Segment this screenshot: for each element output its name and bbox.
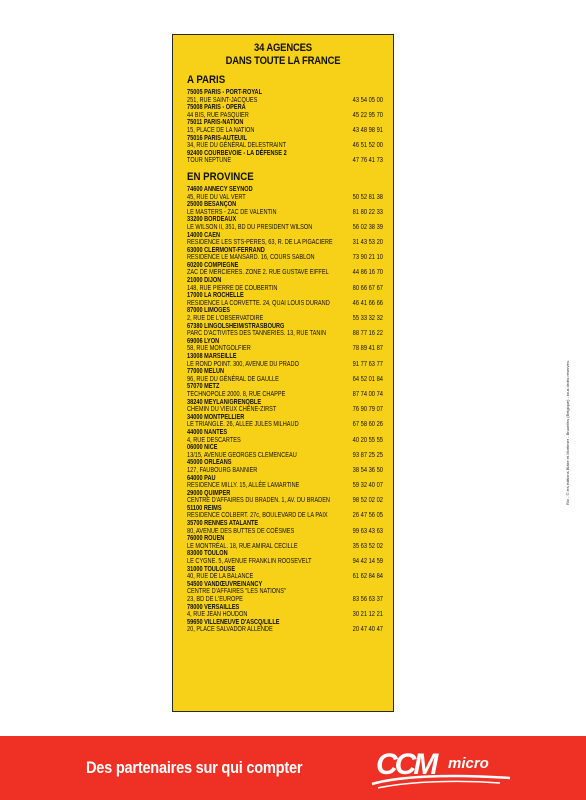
agency-city-line xyxy=(187,119,387,127)
agency-city: 06000 NICE xyxy=(187,444,218,452)
agency-city-line xyxy=(187,277,387,285)
agency-city: 17000 LA ROCHELLE xyxy=(187,292,244,300)
agency-address-2: 23, BD DE L'EUROPE xyxy=(187,596,243,603)
agency-phone: 98 52 02 02 xyxy=(352,497,383,505)
agency-city-line xyxy=(187,216,387,224)
agency-city: 59650 VILLENEUVE D'ASCQ/LILLE xyxy=(187,618,280,626)
agency-phone: 45 22 95 70 xyxy=(352,111,383,119)
agency-address-line xyxy=(187,543,387,551)
agency-address: LE MONTRÉAL. 18, RUE AMIRAL CECILLE xyxy=(187,542,298,550)
agency-city-line xyxy=(187,353,387,361)
agency-phone: 26 47 56 05 xyxy=(352,512,383,520)
agency-city-line xyxy=(187,490,387,498)
banner-tagline: Des partenaires sur qui compter xyxy=(86,758,303,777)
agency-address: CENTRE D'AFFAIRES DU BRADEN. 1, AV. DU BRADEN xyxy=(187,497,330,505)
agency-phone: 99 63 43 63 xyxy=(352,527,383,535)
agency-address: 44 BIS, RUE PASQUIER xyxy=(187,111,249,119)
agency-city-line xyxy=(187,104,387,112)
agency-phone: 46 41 66 66 xyxy=(352,299,383,307)
agency-city: 67380 LINGOLSHEIM/STRASBOURG xyxy=(187,322,285,330)
agency-entry xyxy=(187,323,387,338)
province-agency-list xyxy=(187,186,387,634)
agency-address-line xyxy=(187,421,387,429)
agency-city: 63000 CLERMONT-FERRAND xyxy=(187,246,265,254)
agency-address: PARC D'ACTIVITES DES TANNERIES. 13, RUE TANIN xyxy=(187,330,327,338)
logo-ccm-text: CCM xyxy=(376,748,436,781)
agency-city-line xyxy=(187,505,387,513)
agency-address-line xyxy=(187,626,387,634)
agency-entry xyxy=(187,292,387,307)
agency-entry xyxy=(187,307,387,322)
agency-phone: 59 32 40 07 xyxy=(352,482,383,490)
agency-address: LE CYGNE. 5, AVENUE FRANKLIN ROOSEVELT xyxy=(187,558,312,566)
agency-address-line xyxy=(187,224,387,232)
agency-city-line xyxy=(187,429,387,437)
agency-entry xyxy=(187,566,387,581)
agency-city-line xyxy=(187,535,387,543)
agency-city: 21000 DIJON xyxy=(187,277,222,285)
agency-city: 83000 TOULON xyxy=(187,550,228,558)
agency-address-line xyxy=(187,97,387,105)
agency-city-line xyxy=(187,604,387,612)
agency-city: 78000 VERSAILLES xyxy=(187,603,240,611)
agency-phone: 83 56 63 37 xyxy=(352,596,383,603)
agency-city-line xyxy=(187,201,387,209)
agency-phone: 73 90 21 10 xyxy=(352,254,383,262)
agency-city-line xyxy=(187,368,387,376)
agency-city-line xyxy=(187,459,387,467)
agencies-panel xyxy=(172,34,394,712)
agency-entry xyxy=(187,201,387,216)
agency-city: 14000 CAEN xyxy=(187,231,220,239)
agency-city-line xyxy=(187,247,387,255)
agency-address: 58, RUE MONTGOLFIER xyxy=(187,345,251,353)
agency-city-line xyxy=(187,262,387,270)
agency-entry xyxy=(187,581,387,604)
agency-address: 40, RUE DE LA BALANCE xyxy=(187,573,254,581)
agency-address-line xyxy=(187,376,387,384)
agency-phone: 20 47 40 47 xyxy=(352,626,383,634)
agency-address-line xyxy=(187,254,387,262)
agency-entry xyxy=(187,135,387,150)
agency-address-line xyxy=(187,300,387,308)
agency-phone: 38 54 36 50 xyxy=(352,466,383,474)
agency-entry xyxy=(187,353,387,368)
agency-phone: 64 52 01 84 xyxy=(352,375,383,383)
agency-city-line xyxy=(187,399,387,407)
agency-address: 148, RUE PIERRE DE COUBERTIN xyxy=(187,284,278,292)
agency-city-line xyxy=(187,550,387,558)
agency-city-line xyxy=(187,414,387,422)
agency-address-line xyxy=(187,528,387,536)
agency-address: TOUR NEPTUNE xyxy=(187,157,232,165)
agency-city: 77000 MELUN xyxy=(187,368,225,376)
agency-address-line xyxy=(187,269,387,277)
paris-heading: A PARIS xyxy=(187,74,226,86)
agency-phone: 47 76 41 73 xyxy=(352,157,383,165)
agency-address-line xyxy=(187,142,387,150)
agency-entry xyxy=(187,535,387,550)
agency-phone: 44 86 16 70 xyxy=(352,269,383,277)
agency-city: 29000 QUIMPER xyxy=(187,489,231,497)
agency-phone: 56 02 38 39 xyxy=(352,223,383,231)
agency-address: LE ROND POINT. 300, AVENUE DU PRADO xyxy=(187,360,299,368)
agency-address-line-2 xyxy=(187,596,387,604)
agency-phone: 87 74 00 74 xyxy=(352,390,383,398)
agency-phone: 67 58 60 26 xyxy=(352,421,383,429)
agency-address-line xyxy=(187,330,387,338)
agency-address: RESIDENCE LE MANSARD. 16, COURS SABLON xyxy=(187,254,315,262)
agency-city-line xyxy=(187,383,387,391)
agency-entry xyxy=(187,604,387,619)
logo-micro-text: micro xyxy=(448,755,489,772)
agency-city: 13008 MARSEILLE xyxy=(187,353,237,360)
agency-address: RESIDENCE COLBERT. 27c, BOULEVARD DE LA PAIX xyxy=(187,512,328,520)
panel-title xyxy=(188,42,377,68)
agency-address-line xyxy=(187,391,387,399)
agency-address: 15, PLACE DE LA NATION xyxy=(187,126,255,134)
agency-city-line xyxy=(187,444,387,452)
agency-entry xyxy=(187,368,387,383)
agency-address: 96, RUE DU GÉNÉRAL DE GAULLE xyxy=(187,375,279,383)
agency-address-line xyxy=(187,345,387,353)
agency-entry xyxy=(187,459,387,474)
agency-city-line xyxy=(187,89,387,97)
agency-city: 33200 BORDEAUX xyxy=(187,216,237,224)
agency-phone: 50 52 81 38 xyxy=(352,193,383,201)
agency-address-line xyxy=(187,127,387,135)
agency-entry xyxy=(187,475,387,490)
agency-city: 75011 PARIS-NATION xyxy=(187,119,244,127)
agency-entry xyxy=(187,399,387,414)
agency-city-line xyxy=(187,150,387,158)
province-heading: EN PROVINCE xyxy=(187,170,254,183)
agency-city: 54500 VANDŒUVRE/NANCY xyxy=(187,580,263,588)
agency-address-line xyxy=(187,588,387,596)
agency-entry xyxy=(187,232,387,247)
agency-city: 87000 LIMOGES xyxy=(187,307,230,315)
agency-address: 34, RUE DU GÉNÉRAL DELESTRAINT xyxy=(187,142,287,150)
side-credit-text: Rio - © les éditions Blake et Mortimer - Bruxelles (Belgique) - tous droits réservés. xyxy=(565,360,570,505)
agency-phone: 76 90 79 07 xyxy=(352,406,383,414)
agency-city: 76000 ROUEN xyxy=(187,535,225,543)
agency-entry xyxy=(187,216,387,231)
agency-city-line xyxy=(187,520,387,528)
agency-phone: 94 42 14 59 xyxy=(352,558,383,566)
agency-entry xyxy=(187,520,387,535)
agency-address-line xyxy=(187,512,387,520)
agency-address: RESIDENCE LA CORVETTE. 24, QUAI LOUIS DURAND xyxy=(187,299,330,307)
agency-city-line xyxy=(187,186,387,194)
paris-agency-list xyxy=(187,89,387,165)
agency-entry xyxy=(187,383,387,398)
ccm-micro-logo xyxy=(370,746,520,792)
agency-phone: 91 77 63 77 xyxy=(352,360,383,368)
agency-city-line xyxy=(187,292,387,300)
agency-address: RESIDENCE MILLY. 15, ALLÉE LAMARTINE xyxy=(187,482,300,490)
agency-address-line xyxy=(187,497,387,505)
agency-city: 64000 PAU xyxy=(187,474,216,482)
agency-phone: 46 51 52 00 xyxy=(352,142,383,150)
agency-phone: 31 43 53 20 xyxy=(352,239,383,247)
agency-phone: 80 66 67 67 xyxy=(352,284,383,292)
agency-city: 51100 REIMS xyxy=(187,504,222,512)
agency-entry xyxy=(187,414,387,429)
agency-address: CHEMIN DU VIEUX CHÊNE-ZIRST xyxy=(187,406,277,414)
agency-city-line xyxy=(187,307,387,315)
logo-swoosh-icon xyxy=(370,772,520,790)
agency-address: CENTRE D'AFFAIRES "LES NATIONS" xyxy=(187,588,286,596)
agency-address-line xyxy=(187,452,387,460)
agency-address: 13/15, AVENUE GEORGES CLEMENCEAU xyxy=(187,451,297,459)
agency-city-line xyxy=(187,232,387,240)
agency-address: 80, AVENUE DES BUTTES DE COËSMES xyxy=(187,527,295,535)
agency-city: 35700 RENNES ATALANTE xyxy=(187,520,259,528)
agency-city: 60200 COMPIEGNE xyxy=(187,261,239,269)
agency-phone: 78 89 41 87 xyxy=(352,345,383,353)
agency-address-line xyxy=(187,611,387,619)
agency-city-line xyxy=(187,581,387,589)
agency-address-line xyxy=(187,157,387,165)
agency-phone: 61 62 84 84 xyxy=(352,573,383,581)
agency-address-line xyxy=(187,209,387,217)
agency-city: 92400 COURBEVOIE - LA DÉFENSE 2 xyxy=(187,149,287,157)
agency-city: 34000 MONTPELLIER xyxy=(187,413,245,421)
agency-city: 75008 PARIS - OPERA xyxy=(187,104,246,112)
agency-address: LE TRIANGLE. 26, ALLEE JULES MILHAUD xyxy=(187,421,299,429)
agency-city-line xyxy=(187,135,387,143)
agency-address: RESIDENCE LES STS-PERES, 63, R. DE LA PIGACIERE xyxy=(187,239,333,247)
agency-address-line xyxy=(187,573,387,581)
agency-phone: 30 21 12 21 xyxy=(352,611,383,619)
agency-address: TECHNOPOLE 2000. 8, RUE CHAPPE xyxy=(187,390,286,398)
agency-entry xyxy=(187,444,387,459)
agency-address-line xyxy=(187,467,387,475)
agency-address: 127, FAUBOURG BANNIER xyxy=(187,466,258,474)
agency-address-line xyxy=(187,112,387,120)
agency-address: 2, RUE DE L'OBSERVATOIRE xyxy=(187,315,264,323)
agency-entry xyxy=(187,89,387,104)
agency-city: 74600 ANNECY SEYNOD xyxy=(187,185,253,193)
agency-city: 44000 NANTES xyxy=(187,428,228,436)
agency-address-line xyxy=(187,285,387,293)
agency-entry xyxy=(187,550,387,565)
agency-city-line xyxy=(187,475,387,483)
agency-city-line xyxy=(187,338,387,346)
agency-address-line xyxy=(187,558,387,566)
agency-city: 25000 BESANÇON xyxy=(187,201,237,209)
agency-address-line xyxy=(187,194,387,202)
agency-entry xyxy=(187,262,387,277)
agency-address-line xyxy=(187,406,387,414)
agency-city: 75016 PARIS-AUTEUIL xyxy=(187,134,247,142)
agency-address: LE WILSON II, 351, BD DU PRESIDENT WILSON xyxy=(187,223,313,231)
agency-entry xyxy=(187,505,387,520)
footer-banner xyxy=(0,736,586,800)
agency-entry xyxy=(187,150,387,165)
agency-phone: 81 80 22 33 xyxy=(352,208,383,216)
agency-city-line xyxy=(187,323,387,331)
agency-address-line xyxy=(187,361,387,369)
agency-city: 75005 PARIS - PORT-ROYAL xyxy=(187,89,263,96)
agency-city: 45000 ORLEANS xyxy=(187,459,232,467)
agency-address: 20, PLACE SALVADOR ALLENDE xyxy=(187,626,273,634)
agency-city-line xyxy=(187,619,387,627)
agency-city: 69006 LYON xyxy=(187,337,220,345)
agency-city: 38240 MEYLAN/GRENOBLE xyxy=(187,398,262,406)
agency-address-line xyxy=(187,239,387,247)
agency-address: 4, RUE DESCARTES xyxy=(187,436,241,444)
agency-city-line xyxy=(187,566,387,574)
agency-phone: 40 20 55 55 xyxy=(352,436,383,444)
agency-address-line xyxy=(187,437,387,445)
agency-phone: 88 77 16 22 xyxy=(352,330,383,338)
agency-phone: 43 48 98 91 xyxy=(352,126,383,134)
agency-entry xyxy=(187,429,387,444)
agency-phone: 93 87 25 25 xyxy=(352,451,383,459)
agency-phone: 55 33 32 32 xyxy=(352,315,383,323)
agency-address: 45, RUE DU VAL VERT xyxy=(187,193,246,201)
agency-phone: 35 63 52 02 xyxy=(352,542,383,550)
agency-city: 57070 METZ xyxy=(187,383,220,391)
agency-address: ZAC DE MERCIERES. ZONE 2. RUE GUSTAVE EIFFEL xyxy=(187,269,329,277)
agency-entry xyxy=(187,277,387,292)
title-line-2: DANS TOUTE LA FRANCE xyxy=(225,55,341,67)
agency-entry xyxy=(187,119,387,134)
agency-entry xyxy=(187,338,387,353)
agency-entry xyxy=(187,619,387,634)
agency-address-line xyxy=(187,482,387,490)
agency-entry xyxy=(187,186,387,201)
agency-address: 251, RUE SAINT-JACQUES xyxy=(187,96,258,104)
agency-phone: 43 54 05 00 xyxy=(352,96,383,104)
agency-entry xyxy=(187,247,387,262)
agency-address: 4, RUE JEAN HOUDON xyxy=(187,611,248,619)
agency-address: LE MASTERS - ZAC DE VALENTIN xyxy=(187,208,277,216)
agency-city: 31000 TOULOUSE xyxy=(187,565,236,573)
agency-entry xyxy=(187,490,387,505)
title-line-1: 34 AGENCES xyxy=(254,42,312,54)
agency-address-line xyxy=(187,315,387,323)
agency-entry xyxy=(187,104,387,119)
